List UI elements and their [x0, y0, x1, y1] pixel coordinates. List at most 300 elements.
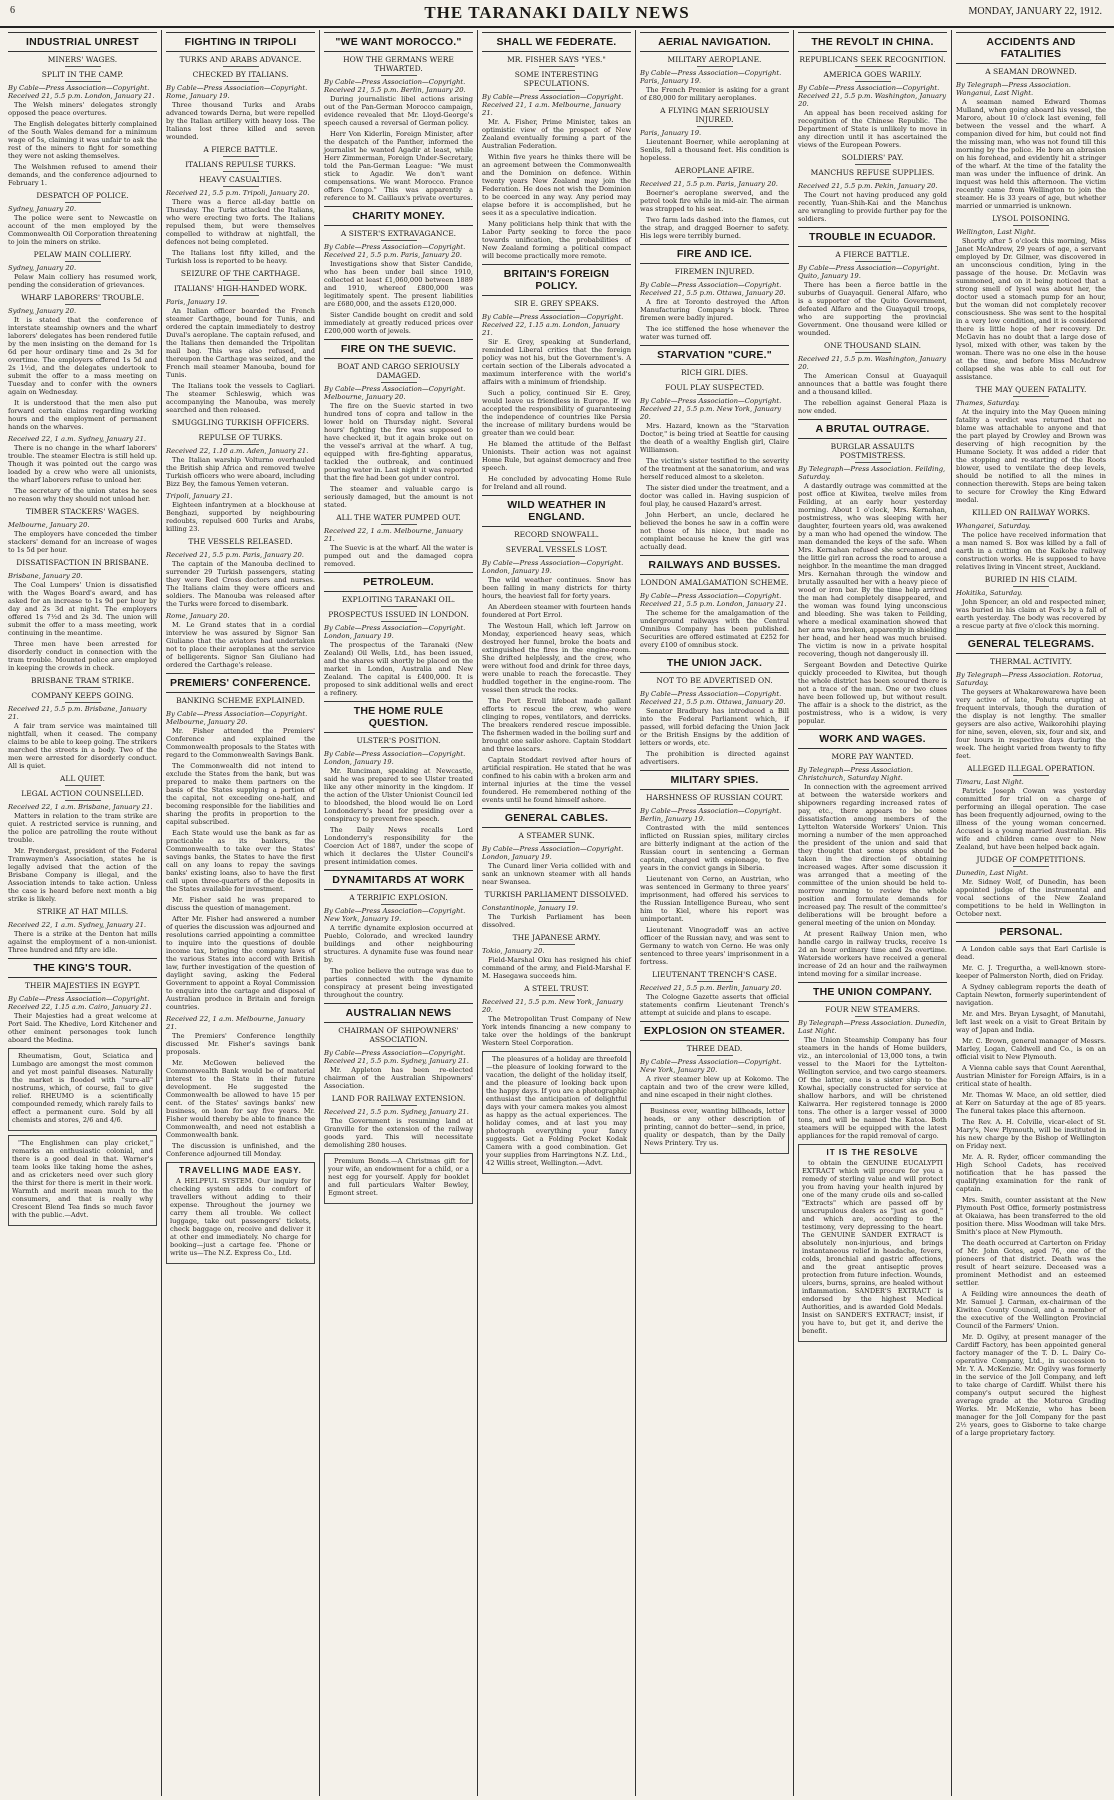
article-subhead: MORE PAY WANTED.	[798, 752, 947, 764]
article-subhead: FOUL PLAY SUSPECTED.	[640, 383, 789, 395]
article-dateline: Wellington, Last Night.	[956, 228, 1036, 236]
article-dateline: Received 21, 5.5 p.m. Berlin, January 20.	[640, 984, 782, 992]
article-paragraph: M. Le Grand states that in a cordial interview he was assured by Signor San Giuliano that the aviators had undertaken not to place their aeroplanes at the service of belligerents. Signor San Giuliano had ordered the Carthage's release.	[166, 621, 315, 669]
article	[324, 339, 473, 509]
article	[640, 244, 789, 341]
article-subhead: FIREMEN INJURED.	[640, 267, 789, 279]
article-dateline: Paris, January 19.	[166, 298, 228, 306]
article-headline: FIRE ON THE SUEVIC.	[324, 339, 473, 359]
article-headline: EXPLOSION ON STEAMER.	[640, 1021, 789, 1041]
article	[640, 345, 789, 551]
article-dateline: Received 22, 1 a.m. Brisbane, January 21.	[8, 803, 153, 811]
article-paragraph: The Union Steamship Company has four steamers in the hands of Home builders, viz., an intercolonial of 13,000 tons, a twin vessel to the Maori for the Lyttelton-Wellington service, and two cargo steamers. Of the latter, one is a sister ship to the Kowhai, specially constructed for service at shallow harbors, and will be christened Kaiwarra. Her registered tonnage is 2000 tons. The other is a larger vessel of 3000 tons, and will be named the Katoa. Both steamers will be equipped with the latest appliances for the rapid removal of cargo.	[798, 1036, 947, 1140]
article-subhead: BOAT AND CARGO SERIOUSLY DAMAGED.	[324, 362, 473, 383]
article-subhead: ITALIANS' HIGH-HANDED WORK.	[166, 284, 315, 296]
article-paragraph: The Suevic is at the wharf. All the water is pumped out and the damaged copra removed.	[324, 544, 473, 568]
article-headline: A BRUTAL OUTRAGE.	[798, 419, 947, 439]
article-dateline: Sydney, January 20.	[8, 264, 77, 272]
article-paragraph: It is understood that the men also put forward certain claims regarding working hours and the employment of permanent hands on the wharves.	[8, 399, 157, 431]
article-headline: TROUBLE IN ECUADOR.	[798, 227, 947, 247]
article-paragraph: Herr Von Kiderlin, Foreign Minister, after the despatch of the Panther, informed the journalist he wanted Agadir at least, while Herr Zimmerman, Foreign Under-Secretary, told the Pan-German League: "We must stick to Agadir. We don't want compensations. We want Morocco. France offers Congo." This was apparently a reference to M. Caillaux's private overtures.	[324, 130, 473, 202]
article-dateline: By Cable—Press Association—Copyright. Received 22, 1.15 a.m. Cairo, January 21.	[8, 995, 152, 1011]
article-paragraph: The Turkish Parliament has been dissolved.	[482, 913, 631, 929]
article-subhead: ULSTER'S POSITION.	[324, 736, 473, 748]
article-paragraph: The police were sent to Newcastle on account of the men employed by the Commonwealth Oil Corporation threatening to join the miners on strike.	[8, 214, 157, 246]
article-dateline: By Cable—Press Association—Copyright. Received 21, 5.5 p.m. London, January 21.	[640, 592, 787, 608]
article-paragraph: In connection with the agreement arrived at between the waterside workers and shipowners regarding increased rates of pay, etc., there appears to be some dissatisfaction among members of the Lyttelton Waterside Workers' Union. This morning a number of the men approached the president of the union and said that they thought that some steps should be taken in the direction of obtaining increased wages. After some discussion it was arranged that a meeting of the committee of the union should be held to-morrow morning to review the whole position and formulate demands for increased pay. The result of the committee's deliberations will be brought before a general meeting of the union on Monday.	[798, 783, 947, 927]
article	[166, 269, 315, 414]
article-subhead: A SISTER'S EXTRAVAGANCE.	[324, 229, 473, 241]
article-paragraph: Mr. McGowen believed the Commonwealth Bank would be of material interest to the State in their future development. He suggested the Commonwealth be allowed to have 15 per cent. of the States' savings banks' new business, on loan for say five years. Mr. Fisher would thereby be able to finance the Commonwealth, and need not establish a Commonwealth bank.	[166, 1059, 315, 1139]
article-paragraph: The steamer and valuable cargo is seriously damaged, but the amount is not stated.	[324, 485, 473, 509]
article-subhead: THE MAY QUEEN FATALITY.	[956, 385, 1106, 397]
article	[956, 764, 1106, 851]
article-paragraph: The Coal Lumpers' Union is dissatisfied with the Wages Board's award, and has asked for an increase to 1s 9d per hour by day and 2s 3d at night. The employers offered 1s 7½d and 2s 3d. The union will submit the offer to a mass meeting, work continuing in the meantime.	[8, 581, 157, 637]
article-paragraph: During journalistic libel actions arising out of the Pan-German Morocco campaign, evidence revealed that Mr. Lloyd-George's speech caused a reversal of German policy.	[324, 95, 473, 127]
article	[640, 653, 789, 766]
article-subhead: HOW THE GERMANS WERE THWARTED.	[324, 55, 473, 76]
article-subhead: A FIERCE BATTLE.	[166, 145, 315, 157]
article-paragraph: The English delegates bitterly complained of the South Wales demand for a minimum wage of 5s, claiming it was unfair to ask the rest of the miners to fight for something they were not asking themselves.	[8, 120, 157, 160]
article	[166, 612, 315, 669]
article-paragraph: The ice stiffened the hose whenever the water was turned off.	[640, 325, 789, 341]
article-paragraph: Three thousand Turks and Arabs advanced towards Derna, but were repelled by the Italian artillery with heavy loss. The Italians lost three killed and seven wounded.	[166, 101, 315, 141]
article-headline: FIRE AND ICE.	[640, 244, 789, 264]
article-paragraph: Mr. C. Brown, general manager of Messrs. Marley, Logan, Caldwell and Co., is on an official visit to New Plymouth.	[956, 1037, 1106, 1061]
article-paragraph: A seaman named Edward Thomas Mulland, when going aboard his vessel, the Maroro, about 10 o'clock last evening, fell between the vessel and the wharf. A companion dived for him, but could not find the missing man, who was not found till this morning by the police. He bore an abrasion on his forehead, and evidently hit a stringer of the wharf. At the time of the fatality the man was under the influence of drink. An inquest was held this afternoon. The victim recently came from Wellington to join the steamer. He is 33 years of age, but whether married or unmarried is unknown.	[956, 98, 1106, 210]
article	[166, 418, 315, 488]
article-paragraph: Pelaw Main colliery has resumed work, pending the consideration of grievances.	[8, 273, 157, 289]
article-headline: THE UNION COMPANY.	[798, 982, 947, 1002]
article-paragraph: After Mr. Fisher had answered a number of queries the discussion was adjourned and resolutions carried appointing a committee to inquire into the questions of double income tax, bringing the company laws of the various States into accord with British law, further investigation of the question of daylight saving, asking the Federal Government to appoint a Royal Commission to enquire into the cartage and disposal of Australian produce in Britain and foreign countries.	[166, 915, 315, 1011]
column-7	[952, 30, 1110, 1796]
article-paragraph: The Welshmen refused to amend their demands, and the conference adjourned to February 1.	[8, 163, 157, 187]
article-paragraph: An Italian officer boarded the French steamer Carthage, bound for Tunis, and ordered the captain immediately to destroy Duval's aeroplane. The captain refused, and the Italians then demanded the Tripolitan mail bag. This was also refused, and thereupon the Carthage was seized, and the French mail steamer Manouba, bound for Tunis.	[166, 307, 315, 379]
article-subhead: AMERICA GOES WARILY.	[798, 70, 947, 82]
article-paragraph: Two farm lads dashed into the flames, cut the strap, and dragged Boerner to safety. His legs were terribly burned.	[640, 216, 789, 240]
article-paragraph: The Premiers' Conference lengthily discussed Mr. Fisher's savings bank proposals.	[166, 1032, 315, 1056]
article-headline: WORK AND WAGES.	[798, 729, 947, 749]
article-dateline: Received 22, 1.10 a.m. Aden, January 21.	[166, 447, 309, 455]
article-dateline: By Cable—Press Association—Copyright. Melbourne, January 20.	[166, 710, 308, 726]
article-paragraph: Mr. Fisher said he was prepared to discuss the question of management.	[166, 896, 315, 912]
article-paragraph: The Cologne Gazette asserts that official statements confirm Lieutenant Trench's attempt at suicide and plans to escape.	[640, 993, 789, 1017]
article-dateline: By Telegraph—Press Association. Christchurch, Saturday Night.	[798, 766, 913, 782]
article	[956, 575, 1106, 630]
article-subhead: WHARF LABORERS' TROUBLE.	[8, 293, 157, 305]
article-paragraph: The death occurred at Carterton on Friday of Mr. John Gotes, aged 76, one of the pioneers of that district. Death was the result of heart seizure. Deceased was a prominent Methodist and an esteemed settler.	[956, 1239, 1106, 1287]
article	[956, 855, 1106, 918]
article-dateline: By Cable—Press Association—Copyright. London, January 19.	[482, 559, 624, 575]
article-dateline: Received 21, 5.5 p.m. Sydney, January 21.	[324, 1108, 469, 1116]
article-subhead: MANCHUS REFUSE SUPPLIES.	[798, 168, 947, 180]
advertisement-text: Rheumatism, Gout, Sciatica and Lumbago are amongst the most common and yet most painful diseases. Naturally the market is flooded with "sure-all" nostrums, which, of course, fail to give relief. RHEUMO is a scientifically compounded remedy, which rarely fails to effect a permanent cure. Sold by all chemists and stores, 2/6 and 4/6.	[12, 1052, 153, 1124]
article-paragraph: The Italian warship Volturno overhauled the British ship Africa and removed twelve Turkish officers who were aboard, including Bizz Bey, the famous Yemen veteran.	[166, 456, 315, 488]
article-dateline: Sydney, January 20.	[8, 205, 77, 213]
article	[8, 293, 157, 431]
article-subhead: TURKISH PARLIAMENT DISSOLVED.	[482, 890, 631, 902]
article-paragraph: At present Railway Union men, who handle cargo in railway trucks, receive 1s 2d an hour ordinary time and 2s overtime. Waterside workers have received a general increase of 2d an hour and the railwaymen intend moving for a similar increase.	[798, 930, 947, 978]
article-paragraph: Mrs. Smith, counter assistant at the New Plymouth Post Office, formerly postmistress at Okaiawa, has been transferred to the old position there. Miss Woodman will take Mrs. Smith's place at New Plymouth.	[956, 1196, 1106, 1236]
article-paragraph: Within five years he thinks there will be an agreement between the Commonwealth and the Dominion on defence. Within twenty years New Zealand may join the Federation. He does not wish the Dominion to be coerced in any way. Any period may elapse before it is accomplished, but he sees it as a speculative indication.	[482, 153, 631, 217]
column-3	[320, 30, 478, 1796]
article-paragraph: At the inquiry into the May Queen mining fatality a verdict was returned that no blame was attachable to anyone and that the part played by Crowley and Brown was deserving of high recognition by the Humane Society. It was added a rider that the stopping and re-starting of the Roots blower, used to ventilate the deep levels, should be notified to all the mines in connection therewith. Steps are being taken to secure for Crowley the King Edward medal.	[956, 408, 1106, 504]
article-paragraph: Mr. Thomas W. Mace, an old settler, died at Kerr on Saturday at the age of 85 years. The funeral takes place this afternoon.	[956, 1091, 1106, 1115]
article-headline: RAILWAYS AND BUSSES.	[640, 555, 789, 575]
article-headline: AERIAL NAVIGATION.	[640, 32, 789, 52]
article-paragraph: The wild weather continues. Snow has been falling in many districts for thirty hours, the heaviest fall for forty years.	[482, 576, 631, 600]
article	[8, 558, 157, 672]
advertisement	[8, 1135, 157, 1226]
article-dateline: Thames, Saturday.	[956, 399, 1020, 407]
article-dateline: By Telegraph—Press Association. Dunedin, Last Night.	[798, 1019, 947, 1035]
article-subhead: DISSATISFACTION IN BRISBANE.	[8, 558, 157, 570]
article-subhead: ALLEGED ILLEGAL OPERATION.	[956, 764, 1106, 776]
article-paragraph: John Spencer, an old and respected miner, was buried in his claim at Fox's by a fall of earth yesterday. The body was recovered by a rescue party at five o'clock this morning.	[956, 598, 1106, 630]
article-subhead: THREE DEAD.	[640, 1044, 789, 1056]
article-headline: AUSTRALIAN NEWS	[324, 1003, 473, 1023]
article-paragraph: There was a fierce all-day battle on Thursday. The Turks attacked the Italians, who were erecting two forts. The Italians repulsed them, but were themselves compelled to withdraw at nightfall, the defences not being completed.	[166, 198, 315, 246]
article-dateline: Received 21, 5.5 p.m. Paris, January 20.	[640, 180, 778, 188]
article-subhead: A STEAMER SUNK.	[482, 831, 631, 843]
article-dateline: By Cable—Press Association—Copyright. Berlin, January 19.	[640, 807, 782, 823]
article-paragraph: The Italians lost fifty killed, and the Turkish loss is reported to be heavy.	[166, 249, 315, 265]
article-headline: THE KING'S TOUR.	[8, 958, 157, 978]
article-paragraph: Mr. Fisher attended the Premiers' Conference and explained the Commonwealth proposals to the States with regard to the Commonwealth Savings Bank.	[166, 727, 315, 759]
article-subhead: FOUR NEW STEAMERS.	[798, 1005, 947, 1017]
article-paragraph: Contrasted with the mild sentences inflicted on Russian spies, military circles are bitterly indignant at the action of the Russian court in sentencing a German captain, charged with espionage, to five years in the convict gangs in Siberia.	[640, 824, 789, 872]
article-paragraph: Mr. Runciman, speaking at Newcastle, said he was prepared to see Ulster treated like any other minority in the kingdom. If the action of the Ulster Unionist Council led to bloodshed, the blood would lie on Lord Londonderry's head for presiding over a conspiracy to prevent free speech.	[324, 767, 473, 823]
article	[482, 264, 631, 491]
article-paragraph: A river steamer blew up at Kokomo. The captain and two of the crew were killed, and nine escaped in their night clothes.	[640, 1075, 789, 1099]
article-paragraph: A fair tram service was maintained till nightfall, when it ceased. The company claims to be able to keep going. The strikers marched the streets in a body. Two of the men were arrested for disorderly conduct. All is quiet.	[8, 722, 157, 770]
article-headline: THE HOME RULE QUESTION.	[324, 701, 473, 733]
article-headline: FIGHTING IN TRIPOLI	[166, 32, 315, 52]
article	[324, 870, 473, 999]
article-subhead: A TERRIFIC EXPLOSION.	[324, 893, 473, 905]
article-subhead: SEIZURE OF THE CARTHAGE.	[166, 269, 315, 281]
article-subhead: JUDGE OF COMPETITIONS.	[956, 855, 1106, 867]
article-dateline: Tokio, January 20.	[482, 947, 545, 955]
article-paragraph: The prohibition is directed against advertisers.	[640, 750, 789, 766]
article-dateline: By Cable—Press Association—Copyright. Received 21, 5.5 p.m. Washington, January 20.	[798, 84, 947, 108]
article-dateline: By Cable—Press Association—Copyright. Rome, January 19.	[166, 84, 308, 100]
article-paragraph: John Herbert, an uncle, declared he believed the bones he saw in a coffin were not those of his niece, but made no complaint because he knew the girl was actually dead.	[640, 511, 789, 551]
article-dateline: By Cable—Press Association—Copyright. Received 21, 5.5 p.m. New York, January 20.	[640, 397, 782, 421]
article-headline: THE UNION JACK.	[640, 653, 789, 673]
article	[640, 1021, 789, 1099]
article-subhead: PROSPECTUS ISSUED IN LONDON.	[324, 610, 473, 622]
article-paragraph: The Government is resuming land at Granville for the extension of the railway goods yard. This will necessitate demolishing 280 houses.	[324, 1117, 473, 1149]
article-paragraph: Shortly after 5 o'clock this morning, Miss Janet McAndrew, 29 years of age, a servant employed by Dr. Gilmer, was discovered in an unconscious condition, lying in the passage of the house. Dr. McGavin was summoned, and on it being noticed that a strong smell of lysol was about her, the doctor used a stomach pump for an hour, but the woman did not completely recover consciousness. She was sent to the hospital in a very low condition, and it is considered there is little hope of her recovery. Dr. McGavin has no doubt that a large dose of lysol, mixed with other, was taken by the woman. There was no one else in the house at the time, and before Miss McAndrew collapsed she was able to call out for assistance.	[956, 237, 1106, 381]
article	[798, 341, 947, 415]
article	[482, 933, 631, 980]
article-dateline: By Telegraph—Press Association. Feilding, Saturday.	[798, 465, 946, 481]
article-paragraph: A Vienna cable says that Count Aerenthal, Austrian Minister for Foreign Affairs, is in a critical state of health.	[956, 1064, 1106, 1088]
article-subhead: BURIED IN HIS CLAIM.	[956, 575, 1106, 587]
article-subhead: BURGLAR ASSAULTS POSTMISTRESS.	[798, 442, 947, 463]
article	[166, 1015, 315, 1158]
article-paragraph: Mrs. Hazard, known as the "Starvation Doctor," is being tried at Seattle for causing the death of a wealthy English girl, Claire Williamson.	[640, 422, 789, 454]
article-paragraph: The employers have conceded the timber stackers' demand for an increase of wages to 1s 5d per hour.	[8, 530, 157, 554]
article	[640, 32, 789, 102]
article-paragraph: The Commonwealth did not intend to exclude the States from the bank, but was prepared to make them partners on the basis of the States supplying a portion of the capital, not exceeding one-half, and becoming responsible for the liabilities and sharing the profits in proportion to the capital subscribed.	[166, 762, 315, 826]
article-paragraph: Mr. Prendergast, president of the Federal Tramwaymen's Association, states he is legally advised that the action of the Brisbane Company is illegal, and the Association intends to take action. Unless the case is heard before next month a big strike is likely.	[8, 847, 157, 903]
article-headline: "WE WANT MOROCCO."	[324, 32, 473, 52]
article-paragraph: It is stated that the conference of interstate steamship owners and the wharf laborers' delegates has been rendered futile by the men insisting on the demand for 1s 6d per hour ordinary time and 2s 3d for overtime. The employers offered 1s 5d and 2s 1½d, and the delegates undertook to submit the offer to a mass meeting on Tuesday and to confer with the owners again on Wednesday.	[8, 316, 157, 396]
article-paragraph: Captain Stoddart revived after hours of artificial respiration. He stated that he was confined to his cabin with a broken arm and internal injuries at the time the vessel foundered. He remembered nothing of the events until he found himself ashore.	[482, 756, 631, 804]
article	[956, 634, 1106, 760]
article	[166, 492, 315, 533]
article-paragraph: Mr. C. J. Tregurtha, a well-known store-keeper of Palmerston North, died on Friday.	[956, 964, 1106, 980]
article-headline: ACCIDENTS AND FATALITIES	[956, 32, 1106, 64]
article	[8, 435, 157, 503]
article-paragraph: There has been a fierce battle in the suburbs of Guayaquil. General Alfaro, who is a supporter of the Quito Government, defeated Alfaro and the Guayaquil troops, who are supporting the provincial Government. One thousand were killed or wounded.	[798, 281, 947, 337]
article-dateline: By Cable—Press Association—Copyright. Received 22, 1.15 a.m. London, January 21.	[482, 313, 624, 337]
article	[324, 1094, 473, 1149]
article-paragraph: He blamed the attitude of the Belfast Unionists. Their action was not against Home Rule, but against democracy and free speech.	[482, 440, 631, 472]
article-subhead: LAND FOR RAILWAY EXTENSION.	[324, 1094, 473, 1106]
article-dateline: Received 22, 1 a.m. Melbourne, January 21.	[166, 1015, 305, 1031]
article	[640, 166, 789, 240]
column-5	[636, 30, 794, 1796]
article-dateline: By Cable—Press Association—Copyright. Received 21, 1 a.m. Melbourne, January 21.	[482, 93, 624, 117]
article-subhead: DESPATCH OF POLICE.	[8, 191, 157, 203]
article-paragraph: The police believe the outrage was due to parties connected with the dynamite conspiracy at present being investigated throughout the country.	[324, 967, 473, 999]
article-dateline: By Telegraph—Press Association. Rotorua, Saturday.	[956, 671, 1103, 687]
article-paragraph: The discussion is unfinished, and the Conference adjourned till Monday.	[166, 1142, 315, 1158]
article-headline: WILD WEATHER IN ENGLAND.	[482, 495, 631, 527]
article-subhead: ALL THE WATER PUMPED OUT.	[324, 513, 473, 525]
article	[166, 32, 315, 141]
article-paragraph: The Cunard liner Veria collided with and sank an unknown steamer with all hands near Swansea.	[482, 862, 631, 886]
article-paragraph: The secretary of the union states he sees no reason why they should not unload her.	[8, 487, 157, 503]
article-paragraph: The captain of the Manouba declined to surrender 29 Turkish passengers, stating they were Red Cross doctors and nurses. The Italians claim they were officers and soldiers. The Manouba was released after the Turks were forced to disembark.	[166, 560, 315, 608]
article-paragraph: The rebellion against General Plaza is now ended.	[798, 399, 947, 415]
article-dateline: By Cable—Press Association—Copyright. Melbourne, January 20.	[324, 385, 466, 401]
article-paragraph: Lieutenant Vinogradoff was an active officer of the Russian navy, and was sent to Germany to watch von Cerno. He was only sentenced to three years' imprisonment in a fortress.	[640, 926, 789, 966]
article-headline: INDUSTRIAL UNREST	[8, 32, 157, 52]
article-paragraph: The Daily News recalls Lord Londonderry's responsibility for the Coercion Act of 1887, under the scope of which it declares the Ulster Council's present intimidation comes.	[324, 826, 473, 866]
article-subhead: RICH GIRL DIES.	[640, 368, 789, 380]
article-paragraph: Mr. A. Fisher, Prime Minister, takes an optimistic view of the prospect of New Zealand eventually forming a part of the Australian Federation.	[482, 118, 631, 150]
article-paragraph: A Feilding wire announces the death of Mr. Samuel J. Carman, ex-chairman of the Kiwitea County Council, and a member of the executive of the Wellington Provincial Council of the Farmers' Union.	[956, 1290, 1106, 1330]
article-subhead: KILLED ON RAILWAY WORKS.	[956, 508, 1106, 520]
article-paragraph: The victim's sister testified to the severity of the treatment at the sanatorium, and was herself reduced almost to a skeleton.	[640, 457, 789, 481]
article	[482, 32, 631, 260]
article-dateline: By Cable—Press Association—Copyright. Quito, January 19.	[798, 264, 940, 280]
column-1	[4, 30, 162, 1796]
advertisement-text: A HELPFUL SYSTEM. Our inquiry for checking system adds to comfort of travellers without adding to their expense. Throughout the journey we carry them all trouble. We collect luggage, take out passengers' tickets, check baggage on, receive and deliver it at other end immediately. No charge for booking—just a cartage fee. 'Phone or write us—The N.Z. Express Co., Ltd.	[170, 1177, 311, 1257]
advertisement-text: The pleasures of a holiday are threefold—the pleasure of looking forward to the vacation, the delight of the holiday itself, and the pleasure of looking back upon the happy days. If you are a photographic enthusiast the anticipation of delightful days with your camera makes you almost as happy as the actual experiences. The holiday comes, and at last you may photograph everything your fancy suggests. Get a Folding Pocket Kodak Camera with a good combination. Get your supplies from Harringtons N.Z. Ltd., 42 Willis street, Wellington.—Advt.	[486, 1055, 627, 1167]
article-subhead: REPUBLICANS SEEK RECOGNITION.	[798, 55, 947, 67]
article-paragraph: He concluded by advocating Home Rule for Ireland and all round.	[482, 475, 631, 491]
article	[8, 958, 157, 1044]
article-paragraph: Mr. A. R. Ryder, officer commanding the High School Cadets, has received notification that he has passed the qualifying examination for the rank of captain.	[956, 1153, 1106, 1193]
article-dateline: Brisbane, January 20.	[8, 572, 83, 580]
article-paragraph: Three men have been arrested for disorderly conduct in connection with the tram trouble. Mounted police are employed in keeping the crowds in check.	[8, 640, 157, 672]
article	[956, 214, 1106, 381]
column-6	[794, 30, 952, 1796]
article-paragraph: Sir E. Grey, speaking at Sunderland, reminded Liberal critics that the foreign policy was not his, but the Government's. A certain section of the Liberals advocated a maximum interference with the world's affairs with a minimum of friendship.	[482, 338, 631, 386]
article-subhead: TURKS AND ARABS ADVANCE.	[166, 55, 315, 67]
article-subhead: LEGAL ACTION COUNSELLED.	[8, 789, 157, 801]
article-dateline: By Cable—Press Association—Copyright. New York, January 20.	[640, 1058, 782, 1074]
columns-container	[4, 30, 1110, 1796]
article-subhead: SEVERAL VESSELS LOST.	[482, 545, 631, 557]
article-paragraph: Field-Marshal Oku has resigned his chief command of the army, and Field-Marshal F. M. Hasegawa succeeds him.	[482, 956, 631, 980]
article	[8, 774, 157, 903]
article-paragraph: An Aberdeen steamer with fourteen hands foundered at Port Errol.	[482, 603, 631, 619]
article-paragraph: A Sydney cablegram reports the death of Captain Newton, formerly superintendent of navigation.	[956, 983, 1106, 1007]
article-subhead: ITALIANS REPULSE TURKS.	[166, 160, 315, 172]
article-dateline: By Cable—Press Association—Copyright. Received 21, 5.5 p.m. Ottawa, January 20.	[640, 281, 786, 297]
advertisement	[166, 1162, 315, 1264]
advertisement-heading: IT IS THE RESOLVE	[826, 1148, 919, 1157]
article-subhead: THERMAL ACTIVITY.	[956, 657, 1106, 669]
article-paragraph: Mr. and Mrs. Bryan Lysaght, of Manutahi, left last week on a visit to Great Britain by way of Japan and India.	[956, 1010, 1106, 1034]
article	[640, 770, 789, 966]
article	[166, 673, 315, 1011]
article-subhead: AEROPLANE AFIRE.	[640, 166, 789, 178]
article-subhead: MR. FISHER SAYS "YES."	[482, 55, 631, 67]
article	[956, 922, 1106, 1437]
article-dateline: Constantinople, January 19.	[482, 904, 579, 912]
article-dateline: Melbourne, January 20.	[8, 521, 90, 529]
article-paragraph: Mr. D. Ogilvy, at present manager of the Cardiff Factory, has been appointed general factory manager of the T. D. L. Dairy Co-operative Company, Ltd., in succession to Mr. Y. A. McKenzie. Mr. Ogilvy was formerly in the service of the Joll Company, and left to take charge of Cardiff. Whilst there his company's output secured the highest average grade at the Moturoa Grading Works. Mr. McKenzie, who has been manager for the Joll Company for the past 2½ years, goes to Gisborne to take charge of a large proprietary factory.	[956, 1333, 1106, 1437]
article-dateline: By Cable—Press Association—Copyright. London, January 19.	[324, 624, 466, 640]
article	[324, 206, 473, 335]
article-dateline: Received 21, 5.5 p.m. Washington, January 20.	[798, 355, 947, 371]
article-dateline: By Cable—Press Association—Copyright. Received 21, 5.5 p.m. Sydney, January 21.	[324, 1049, 469, 1065]
article-subhead: SMUGGLING TURKISH OFFICERS.	[166, 418, 315, 430]
article-paragraph: Patrick Joseph Cowan was yesterday committed for trial on a charge of performing an illegal operation. The case has been frequently adjourned, owing to the illness of the young woman concerned. Accused is a young married Australian. His wife and children came over to New Zealand, but have been helped back again.	[956, 787, 1106, 851]
article-paragraph: Their Majesties had a great welcome at Port Said. The Khedive, Lord Kitchener and other eminent personages took lunch aboard the Medina.	[8, 1012, 157, 1044]
article	[798, 153, 947, 223]
article-headline: PERSONAL.	[956, 922, 1106, 942]
article-paragraph: There is no change in the wharf laborers' trouble. The steamer Electra is still held up. Though it was pointed out the cargo was loaded by a crew who were all unionists, the wharf laborers refuse to unload her.	[8, 444, 157, 484]
advertisement	[640, 1103, 789, 1154]
article	[8, 250, 157, 289]
article-headline: BRITAIN'S FOREIGN POLICY.	[482, 264, 631, 296]
article-paragraph: A terrific dynamite explosion occurred at Pueblo, Colorado, and wrecked laundry buildings and other neighbouring structures. A dynamite fuse was found near by.	[324, 924, 473, 964]
article-dateline: Paris, January 19.	[640, 129, 702, 137]
article-subhead: CHAIRMAN OF SHIPOWNERS' ASSOCIATION.	[324, 1026, 473, 1047]
article-headline: THE REVOLT IN CHINA.	[798, 32, 947, 52]
article-dateline: Received 22, 1 a.m. Sydney, January 21.	[8, 435, 147, 443]
article-subhead: A FLYING MAN SERIOUSLY INJURED.	[640, 106, 789, 127]
advertisement	[482, 1051, 631, 1174]
article-paragraph: Mr. Sidney Wolf, of Dunedin, has been appointed judge of the instrumental and vocal sections of the New Zealand competitions to be held in Wellington in October next.	[956, 878, 1106, 918]
article-paragraph: Lieutenant von Cerno, an Austrian, who was sentenced in Germany to three years' imprisonment, had offered his services to the Russian Intelligence Bureau, who sent him to Kiel, where his report was unimportant.	[640, 875, 789, 923]
article-paragraph: The Court not having produced any gold recently, Yuan-Shih-Kai and the Manchus are wrangling to provide further pay for the soldiers.	[798, 191, 947, 223]
article-subhead: RECORD SNOWFALL.	[482, 530, 631, 542]
article-subhead: SIR E. GREY SPEAKS.	[482, 299, 631, 311]
article-dateline: By Cable—Press Association—Copyright. London, January 19.	[324, 750, 466, 766]
article-paragraph: Each State would use the bank as far as practicable as its bankers, the Commonwealth to take over the States' savings banks, the States to have the first call on any loans to repay the savings banks' existing loans, also to have the first call upon three-quarters of the deposits in the States available for investment.	[166, 829, 315, 893]
article-dateline: Received 21, 5.5 p.m. New York, January 20.	[482, 998, 624, 1014]
article	[798, 227, 947, 337]
article-dateline: By Cable—Press Association—Copyright. Paris, January 19.	[640, 69, 782, 85]
article-paragraph: Boerner's aeroplane swerved, and the petrol took fire while in mid-air. The airman was strapped to his seat.	[640, 189, 789, 213]
article-paragraph: A London cable says that Earl Carlisle is dead.	[956, 945, 1106, 961]
article-dateline: Tripoli, January 21.	[166, 492, 233, 500]
article-paragraph: There is a strike at the Denton hat mills against the employment of a non-unionist. Three hundred and fifty are idle.	[8, 930, 157, 954]
issue-date: MONDAY, JANUARY 22, 1912.	[968, 6, 1102, 17]
advertisement	[798, 1144, 947, 1342]
article-subhead: SOLDIERS' PAY.	[798, 153, 947, 165]
article-paragraph: An appeal has been received asking for recognition of the Chinese Republic. The Department of State is unlikely to move in any direction until it has ascertained the views of the European Powers.	[798, 109, 947, 149]
article-dateline: Rome, January 20.	[166, 612, 230, 620]
advertisement-text: Premium Bonds.—A Christmas gift for your wife, an endowment for a child, or a nest egg for yourself. Apply for booklet and full particulars Walter Bewley, Egmont street.	[328, 1157, 469, 1197]
article-subhead: MILITARY AEROPLANE.	[640, 55, 789, 67]
article	[8, 507, 157, 554]
article-headline: PREMIERS' CONFERENCE.	[166, 673, 315, 693]
article-subhead: HEAVY CASUALTIES.	[166, 175, 315, 187]
article-subhead: LIEUTENANT TRENCH'S CASE.	[640, 970, 789, 982]
article-subhead: SOME INTERESTING SPECULATIONS.	[482, 70, 631, 91]
article-paragraph: The French Premier is asking for a grant of £80,000 for military aeroplanes.	[640, 86, 789, 102]
article	[324, 572, 473, 697]
advertisement-text: "The Englishmen can play cricket," remarks an enthusiastic colonial, and there is a good deal in that. Warner's team looks like taking home the ashes, and as cricketers need over such glory the thirst for there is merit in their work. Warmth and merit mean much to the consumers, and that is really why Crescent Blend Tea finds so much favor with the public.—Advt.	[12, 1139, 153, 1219]
article-subhead: PELAW MAIN COLLIERY.	[8, 250, 157, 262]
article-paragraph: The Westoun Hall, which left Jarrow on Monday, experienced heavy seas, which destroyed her funnel, broke the boats and extinguished the fires in the engine-room. She drifted helplessly, and the crew, who were without food and drink for three days, were unable to reach the forecastle. They huddled together in the engine-room. The vessel then struck the rocks.	[482, 622, 631, 694]
article-subhead: CHECKED BY ITALIANS.	[166, 70, 315, 82]
article-paragraph: Matters in relation to the tram strike are quiet. A restricted service is running, and the police are patrolling the route without trouble.	[8, 812, 157, 844]
article-paragraph: The sister died under the treatment, and a doctor was called in. Having suspicion of foul play, he caused Hazard's arrest.	[640, 484, 789, 508]
masthead	[0, 0, 1114, 28]
article-paragraph: A fire at Toronto destroyed the Afton Manufacturing Company's block. Three firemen were badly injured.	[640, 298, 789, 322]
article	[8, 191, 157, 246]
article-paragraph: The Welsh miners' delegates strongly opposed the peace overtures.	[8, 101, 157, 117]
article	[324, 701, 473, 866]
article-subhead: LONDON AMALGAMATION SCHEME.	[640, 578, 789, 590]
advertisement-heading: TRAVELLING MADE EASY.	[179, 1166, 302, 1175]
article	[482, 984, 631, 1047]
advertisement-text: to obtain the GENUINE EUCALYPTI EXTRACT which will procure for you a remedy of sterling value and will protect you from having your health injured by one of the many crude oils and so-called "Extracts" which are passed off by unscrupulous dealers as "just as good," and which are, according to the testimony, very depressing to the heart. The GENUINE SANDER EXTRACT is absolutely non-injurious, and brings instantaneous relief in headache, fevers, colds, bronchial and gastric affections, and the great antiseptic proves protection from future infection. Wounds, ulcers, burns, sprains, are healed without inflammation. SANDER'S EXTRACT is endorsed by the highest Medical Authorities, and is awarded Gold Medals. Insist on SANDER'S EXTRACT; insist, if you have to, but get it, and derive the benefit.	[802, 1159, 943, 1335]
article-subhead: HARSHNESS OF RUSSIAN COURT.	[640, 793, 789, 805]
article-headline: PETROLEUM.	[324, 572, 473, 592]
article	[798, 419, 947, 725]
article-headline: GENERAL TELEGRAMS.	[956, 634, 1106, 654]
article	[640, 970, 789, 1017]
article-paragraph: The Italians took the vessels to Cagliari. The steamer Schleswig, which was accompanying the Manouba, was merely searched and then released.	[166, 382, 315, 414]
article	[324, 32, 473, 202]
article-paragraph: The Metropolitan Trust Company of New York intends financing a new company to take over the holdings of the bankrupt Western Steel Corporation.	[482, 1015, 631, 1047]
article	[798, 982, 947, 1140]
article-subhead: BANKING SCHEME EXPLAINED.	[166, 696, 315, 708]
article-paragraph: Sergeant Bowden and Detective Quirke quickly proceeded to Kiwitea, but though the whole district has been scoured there is not a trace of the man. One or two clues have been followed up, but without result. The affair is a shock to the district, as the postmistress, who is a widow, is very popular.	[798, 661, 947, 725]
article-dateline: By Cable—Press Association—Copyright. Received 21, 5.5 p.m. Paris, January 20.	[324, 243, 466, 259]
article-subhead: A STEEL TRUST.	[482, 984, 631, 996]
article-paragraph: The geysers at Whakarewarewa have been very active of late, Pohutu erupting at frequent intervals, though the duration of the display is not lengthy. The smaller geysers are also active, Waikorohihi playing for nine, seven, eleven, six, four and six, and four hours in respective days during the week. The height varied from twenty to fifty feet.	[956, 688, 1106, 760]
page-number: 6	[10, 5, 15, 16]
article-paragraph: Senator Bradbury has introduced a Bill into the Federal Parliament which, if passed, will forbid defacing the Union Jack or the British Ensigns by the addition of letters or words, etc.	[640, 707, 789, 747]
article	[956, 508, 1106, 571]
article	[640, 555, 789, 649]
advertisement-text: Business ever, wanting billheads, letter heads, or any other description of printing, cannot do better—send, in price, quality or despatch, than by the Daily News Printery. Try us.	[644, 1107, 785, 1147]
article-headline: DYNAMITARDS AT WORK	[324, 870, 473, 890]
article-subhead: THEIR MAJESTIES IN EGYPT.	[8, 981, 157, 993]
article-subhead: LYSOL POISONING.	[956, 214, 1106, 226]
article-dateline: Received 21, 5.5 p.m. Pekin, January 20.	[798, 182, 938, 190]
article-dateline: Sydney, January 20.	[8, 307, 77, 315]
article-headline: SHALL WE FEDERATE.	[482, 32, 631, 52]
article	[798, 729, 947, 978]
article	[324, 1003, 473, 1090]
article-paragraph: The Rev. A. H. Colville, vicar-elect of St. Mary's, New Plymouth, will be instituted in his new charge by the Bishop of Wellington on Friday next.	[956, 1118, 1106, 1150]
article-paragraph: The Port Erroll lifeboat made gallant efforts to rescue the crew, who were clinging to ropes, ventilators, and derricks. The breakers rendered rescue impossible. The fishermen waded in the boiling surf and brought one sailor ashore. Captain Stoddart and three lascars.	[482, 697, 631, 753]
